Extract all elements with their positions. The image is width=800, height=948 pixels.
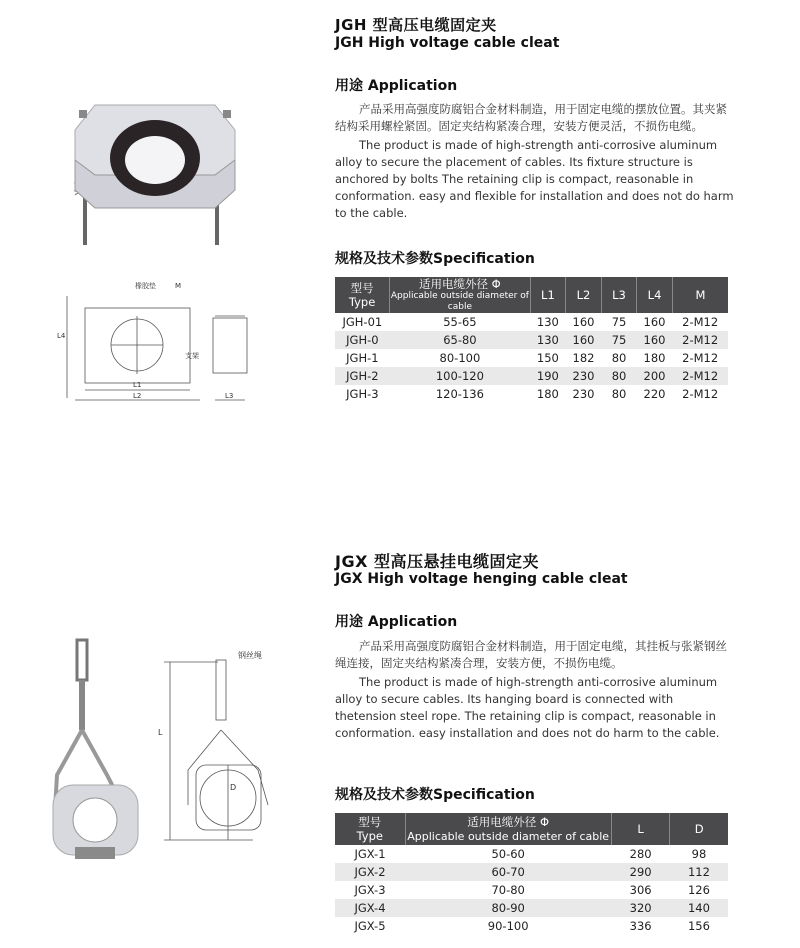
table-row: JGX-4 80-90 320 140	[335, 899, 728, 917]
jgx-product-photo	[45, 635, 155, 865]
section1-desc-cn: 产品采用高强度防腐铝合金材料制造，用于固定电缆的摆放位置。其夹紧结构采用螺栓紧固。固定夹结构紧凑合理，安装方便灵活，不损伤电缆。	[335, 102, 727, 133]
drawing-label-wire: 钢丝绳	[238, 651, 262, 660]
table-row: JGX-3 70-80 306 126	[335, 881, 728, 899]
section1-title-cn: JGH 型高压电缆固定夹	[335, 16, 497, 34]
table-row: JGX-1 50-60 280 98	[335, 845, 728, 863]
section2-description	[335, 638, 735, 742]
th-diameter: 适用电缆外径 Φ Applicable outside diameter of cable	[405, 813, 611, 845]
section2-title-en: JGX High voltage henging cable cleat	[335, 571, 628, 587]
th-diameter: 适用电缆外径 Φ Applicable outside diameter of cable	[390, 277, 529, 312]
jgh-product-photo	[65, 100, 245, 250]
section2-title-cn: JGX 型高压悬挂电缆固定夹	[335, 552, 539, 571]
th-l: L	[611, 813, 670, 845]
th-l4: L4	[637, 277, 673, 313]
table-row: JGH-1 80-100 150 182 80 180 2-M12	[335, 349, 728, 367]
section1-title-en: JGH High voltage cable cleat	[335, 35, 560, 51]
section1-application-heading: 用途 Application	[335, 78, 458, 94]
th-l1: L1	[530, 277, 566, 313]
jgx-dimension-drawing	[158, 640, 298, 855]
drawing-label-l4: L4	[57, 332, 66, 340]
section2-desc-en: The product is made of high-strength anti-corrosive aluminum alloy to secure cables. Its hanging board is connected with thetension steel rope. The retaining clip is compact, reasonable in conformation. easy installation and does not do harm to the cable.	[335, 675, 720, 740]
drawing-label-l: L	[158, 728, 163, 737]
section2-spec-heading: 规格及技术参数Specification	[335, 787, 535, 803]
drawing-label-l3: L3	[225, 392, 234, 400]
section2-spec-table	[335, 813, 728, 935]
th-type: 型号 Type	[335, 813, 405, 845]
drawing-label-l2: L2	[133, 392, 142, 400]
table-row: JGH-01 55-65 130 160 75 160 2-M12	[335, 313, 728, 331]
drawing-label-bracket: 支架	[185, 352, 199, 360]
th-d: D	[670, 813, 728, 845]
table-header-row	[335, 277, 728, 313]
table-row: JGH-3 120-136 180 230 80 220 2-M12	[335, 385, 728, 403]
table-row: JGH-0 65-80 130 160 75 160 2-M12	[335, 331, 728, 349]
th-l2: L2	[566, 277, 602, 313]
section1-desc-en: The product is made of high-strength anti-corrosive aluminum alloy to secure the placement of cables. Its fixture structure is anchored by bolts The retaining clip is compact, reasonable in conformation. easy and flexible for installation and does not do harm to the cable.	[335, 138, 734, 220]
table-row: JGX-2 60-70 290 112	[335, 863, 728, 881]
table-row: JGH-2 100-120 190 230 80 200 2-M12	[335, 367, 728, 385]
drawing-label-m: M	[175, 282, 182, 290]
section2-desc-cn: 产品采用高强度防腐铝合金材料制造，用于固定电缆，其挂板与张紧钢丝绳连接，固定夹结构紧凑合理，安装方便，不损伤电缆。	[335, 639, 727, 670]
section1-description	[335, 101, 735, 222]
section2-application-heading: 用途 Application	[335, 614, 458, 630]
section1-spec-table	[335, 277, 728, 403]
th-m: M	[672, 277, 728, 313]
drawing-label-rubber: 橡胶垫	[135, 282, 156, 290]
drawing-label-l1: L1	[133, 381, 142, 389]
table-row: JGX-5 90-100 336 156	[335, 917, 728, 935]
jgh-dimension-drawing	[55, 278, 255, 410]
drawing-label-d: D	[230, 783, 237, 792]
table-header-row	[335, 813, 728, 845]
th-type: 型号 Type	[335, 277, 390, 313]
th-l3: L3	[601, 277, 636, 313]
section1-spec-heading: 规格及技术参数Specification	[335, 251, 535, 267]
